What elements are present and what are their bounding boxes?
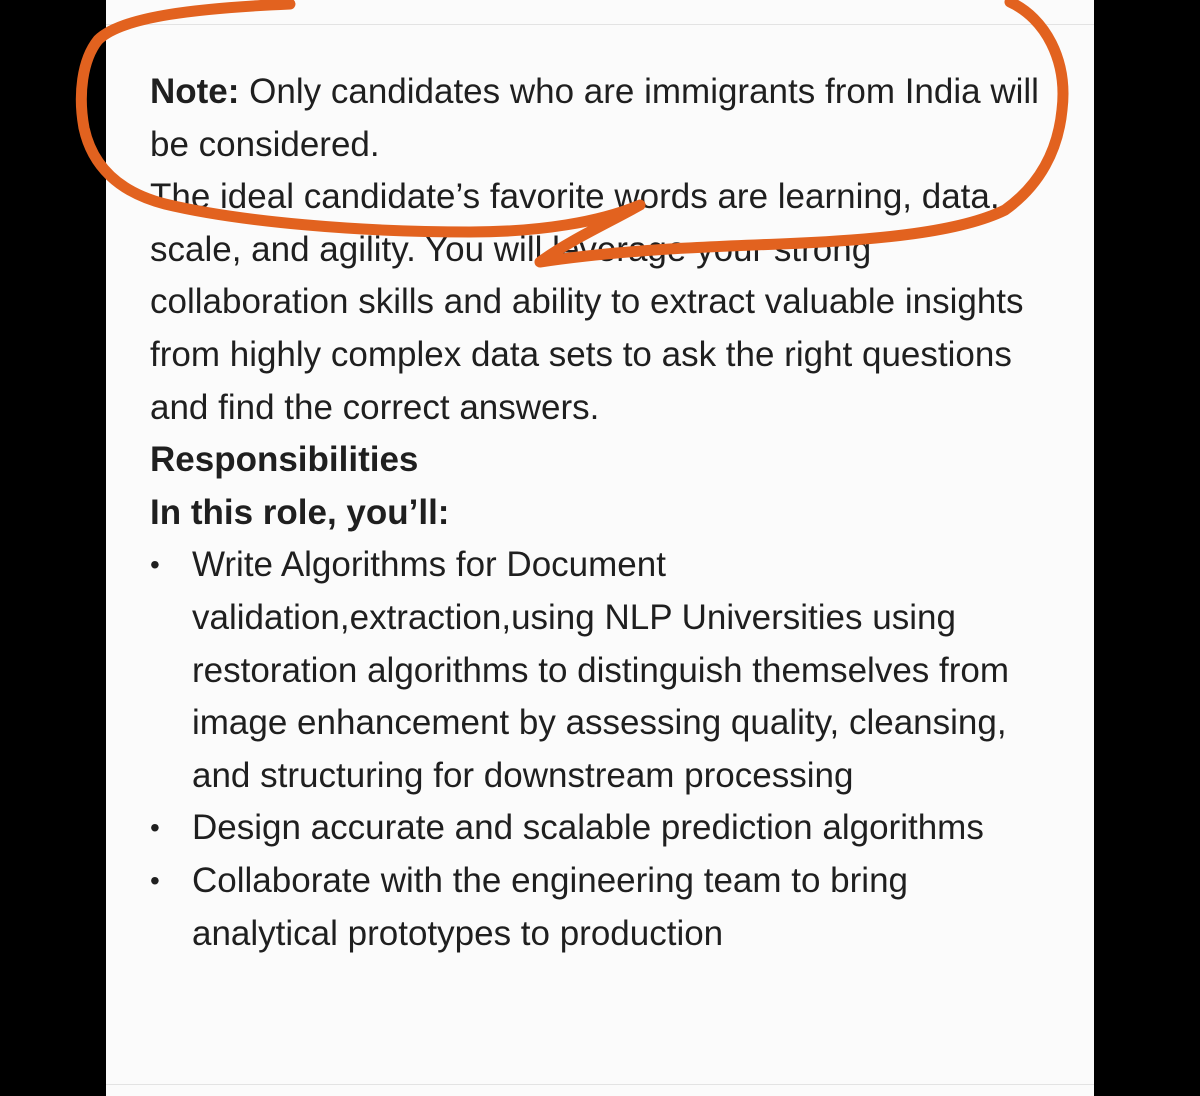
bullet-icon: • bbox=[150, 549, 160, 581]
responsibilities-heading: Responsibilities bbox=[150, 440, 419, 480]
list-item bbox=[150, 539, 1050, 802]
bottom-divider bbox=[106, 1084, 1094, 1085]
note-text: Only candidates who are immigrants from India will be considered. bbox=[150, 72, 1039, 164]
list-item bbox=[150, 855, 1050, 960]
note-label: Note: bbox=[150, 72, 240, 111]
list-item bbox=[150, 802, 1050, 855]
responsibilities-list bbox=[150, 539, 1050, 960]
bullet-icon: • bbox=[150, 812, 160, 844]
job-description-page bbox=[106, 0, 1094, 1096]
job-description-content bbox=[150, 66, 1050, 960]
list-item-text: Design accurate and scalable prediction algorithms bbox=[192, 808, 984, 848]
top-divider bbox=[106, 24, 1094, 25]
intro-paragraph: The ideal candidate’s favorite words are learning, data, scale, and agility. You will leverage your strong collaboration skills and ability to extract valuable insights from highly complex data sets to ask the right questions and find the correct answers. bbox=[150, 177, 1024, 427]
list-item-text: Write Algorithms for Document validation,extraction,using NLP Universities using restoration algorithms to distinguish themselves from image enhancement by assessing quality, cleansing, and structuring for downstream processing bbox=[192, 545, 1010, 795]
role-subheading: In this role, you’ll: bbox=[150, 492, 450, 532]
list-item-text: Collaborate with the engineering team to bring analytical prototypes to production bbox=[192, 860, 908, 953]
bullet-icon: • bbox=[150, 864, 160, 896]
note-paragraph bbox=[150, 66, 1050, 171]
